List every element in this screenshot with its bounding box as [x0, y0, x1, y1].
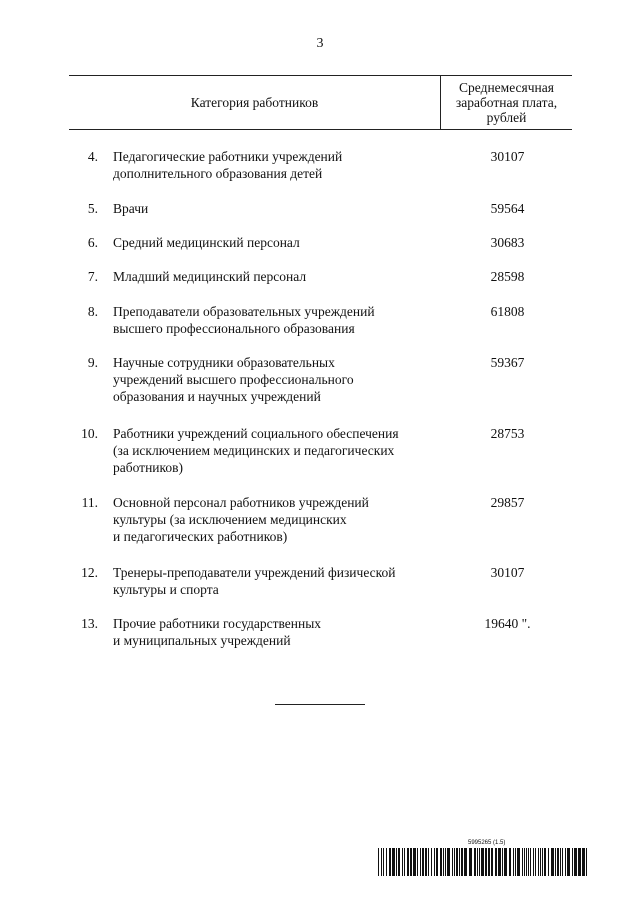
- header-salary: [441, 80, 572, 125]
- row-number: 12.: [81, 565, 98, 580]
- row-salary: 30107: [490, 149, 525, 164]
- row-category: Работники учреждений социального обеспечения (за исключением медицинских и педагогических работников): [113, 426, 399, 475]
- row-category: Преподаватели образовательных учреждений высшего профессионального образования: [113, 304, 375, 336]
- row-number: 10.: [81, 426, 98, 441]
- row-category: Основной персонал работников учреждений культуры (за исключением медицинских и педагогических работников): [113, 495, 369, 544]
- row-number: 4.: [87, 149, 98, 164]
- header-salary-line: рублей: [486, 110, 527, 125]
- row-number: 8.: [87, 304, 98, 319]
- row-number: 13.: [81, 616, 98, 631]
- barcode-icon: [378, 848, 590, 876]
- row-number: 9.: [87, 355, 98, 370]
- row-salary: 30683: [490, 235, 525, 250]
- barcode-label: 5995265 (1.5): [468, 840, 506, 846]
- header-salary-line: Среднемесячная: [459, 80, 554, 95]
- table-header: [69, 75, 572, 130]
- row-salary: 29857: [490, 495, 525, 510]
- row-category: Научные сотрудники образовательных учреждений высшего профессионального образования и научных учреждений: [113, 355, 354, 404]
- row-salary: 30107: [490, 565, 525, 580]
- header-category: Категория работников: [190, 95, 319, 110]
- row-number: 11.: [81, 495, 98, 510]
- row-category: Тренеры-преподаватели учреждений физической культуры и спорта: [113, 565, 396, 597]
- row-category: Прочие работники государственных и муниципальных учреждений: [113, 616, 322, 648]
- row-number: 5.: [87, 201, 98, 216]
- row-salary: 19640 ".: [484, 616, 531, 631]
- row-salary: 61808: [490, 304, 525, 319]
- row-salary: 59564: [490, 201, 525, 216]
- row-category: Младший медицинский персонал: [113, 269, 307, 284]
- row-salary: 28598: [490, 269, 525, 284]
- row-number: 6.: [87, 235, 98, 250]
- row-number: 7.: [87, 269, 98, 284]
- header-salary-line: заработная плата,: [455, 95, 558, 110]
- page-number: 3: [316, 36, 324, 51]
- row-category: Средний медицинский персонал: [113, 235, 300, 250]
- end-separator: [275, 704, 365, 705]
- row-category: Педагогические работники учреждений дополнительного образования детей: [113, 149, 343, 181]
- row-salary: 59367: [490, 355, 525, 370]
- row-salary: 28753: [490, 426, 525, 441]
- row-category: Врачи: [113, 201, 149, 216]
